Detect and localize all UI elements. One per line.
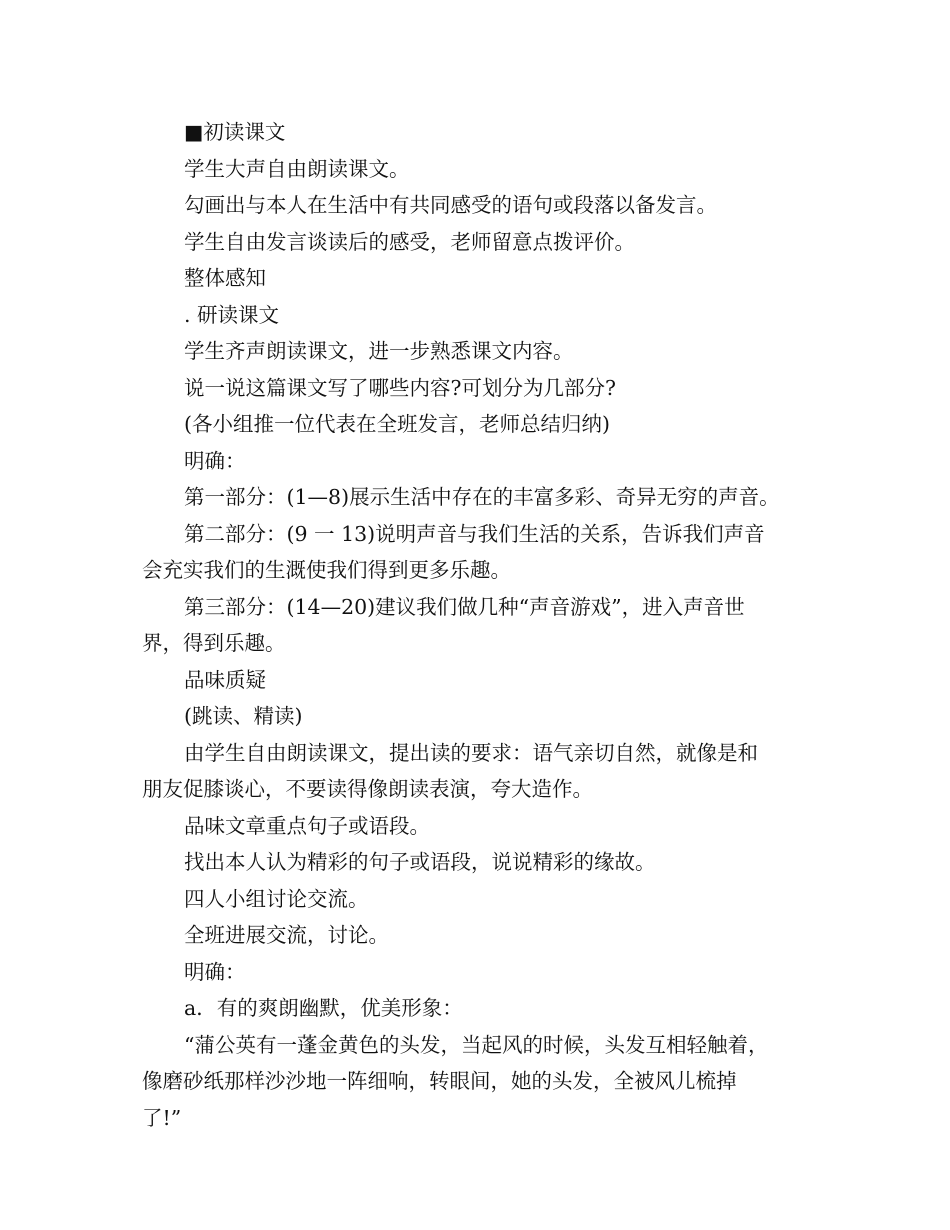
text-line: 品味文章重点句子或语段。 (184, 813, 430, 838)
document-body (142, 114, 814, 1136)
section-heading-first-reading: ■初读课文 (184, 120, 286, 144)
quote-line-end: 了!” (142, 1105, 182, 1130)
part-two-line: 第二部分：(9 一 13)说明声音与我们生活的关系，告诉我们声音 (184, 521, 765, 546)
text-line-continuation: 朋友促膝谈心，不要读得像朗读表演，夸大造作。 (142, 777, 593, 801)
label-clarify: 明确： (184, 448, 246, 473)
part-three-continuation: 界，得到乐趣。 (142, 631, 286, 655)
section-heading-study-text: . 研读课文 (184, 302, 280, 327)
text-line: (跳读、精读) (184, 704, 303, 728)
text-line: 学生自由发言谈读后的感受，老师留意点拨评价。 (184, 229, 635, 254)
section-heading-overall-perception: 整体感知 (184, 266, 266, 290)
text-line: 由学生自由朗读课文，提出读的要求：语气亲切自然，就像是和 (184, 740, 758, 765)
quote-line-continuation: 像磨砂纸那样沙沙地一阵细响，转眼间，她的头发，全被风儿梳掉 (142, 1069, 737, 1093)
part-two-continuation: 会充实我们的生溉使我们得到更多乐趣。 (142, 558, 511, 582)
text-line: 找出本人认为精彩的句子或语段，说说精彩的缘故。 (184, 850, 656, 874)
label-clarify: 明确： (184, 959, 246, 984)
part-three-line: 第三部分：(14—20)建议我们做几种“声音游戏”，进入声音世 (184, 594, 745, 619)
text-line: (各小组推一位代表在全班发言，老师总结归纳) (184, 412, 610, 436)
section-heading-taste-question: 品味质疑 (184, 667, 266, 692)
list-item-a: a．有的爽朗幽默，优美形象： (184, 996, 463, 1020)
text-line: 全班进展交流，讨论。 (184, 923, 389, 947)
text-line: 四人小组讨论交流。 (184, 886, 369, 911)
part-one-line: 第一部分：(1—8)展示生活中存在的丰富多彩、奇异无穷的声音。 (184, 485, 780, 509)
quote-line: “蒲公英有一蓬金黄色的头发，当起风的时候，头发互相轻触着， (184, 1032, 769, 1057)
text-line: 说一说这篇课文写了哪些内容?可划分为几部分? (184, 375, 616, 400)
text-line: 勾画出与本人在生活中有共同感受的语句或段落以备发言。 (184, 193, 717, 217)
text-line: 学生大声自由朗读课文。 (184, 156, 410, 181)
text-line: 学生齐声朗读课文，进一步熟悉课文内容。 (184, 339, 574, 363)
